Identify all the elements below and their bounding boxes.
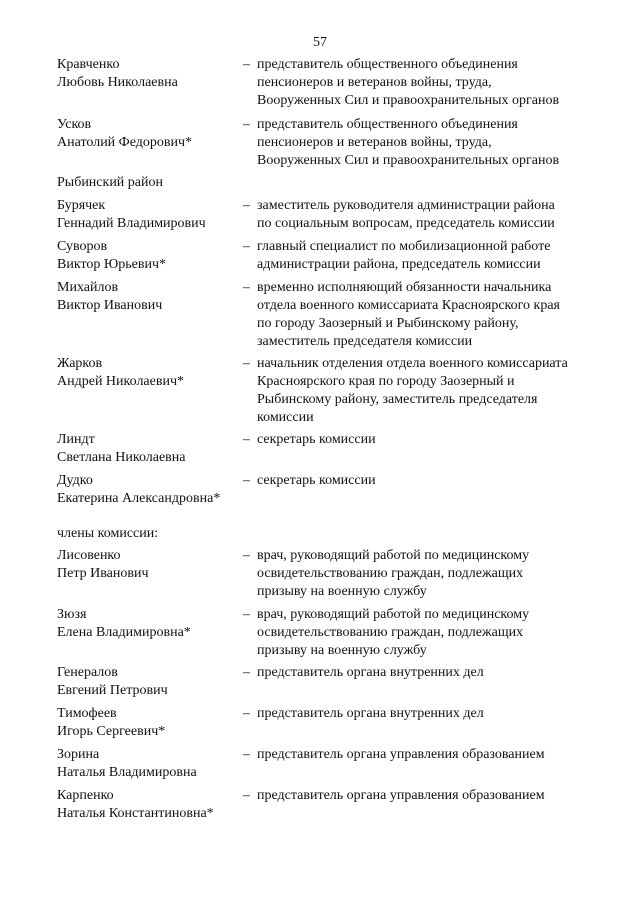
dash: – (243, 788, 250, 803)
role-line: секретарь комиссии (257, 432, 376, 447)
member-name (57, 56, 242, 92)
role-line: освидетельствованию граждан, подлежащих (257, 625, 524, 640)
member-role (257, 787, 637, 805)
surname: Тимофеев (57, 706, 117, 721)
surname: Жарков (57, 356, 103, 371)
given-names: Андрей Николаевич* (57, 374, 184, 389)
role-line: пенсионеров и ветеранов войны, труда, (257, 75, 492, 90)
member-name (57, 116, 242, 152)
member-role (257, 355, 637, 427)
dash: – (243, 548, 250, 563)
dash: – (243, 665, 250, 680)
role-line: Красноярского края по городу Заозерный и (257, 374, 515, 389)
role-line: врач, руководящий работой по медицинскому (257, 607, 530, 622)
member-role (257, 472, 637, 490)
dash: – (243, 117, 250, 132)
role-line: заместитель руководителя администрации района (257, 198, 555, 213)
given-names: Наталья Константиновна* (57, 806, 214, 821)
given-names: Светлана Николаевна (57, 450, 186, 465)
role-line: представитель общественного объединения (257, 117, 518, 132)
role-line: призыву на военную службу (257, 643, 427, 658)
surname: Зюзя (57, 607, 87, 622)
member-name (57, 197, 242, 233)
given-names: Любовь Николаевна (57, 75, 178, 90)
member-name (57, 238, 242, 274)
surname: Кравченко (57, 57, 120, 72)
member-role (257, 197, 637, 233)
dash: – (243, 239, 250, 254)
given-names: Елена Владимировна* (57, 625, 191, 640)
role-line: отдела военного комиссариата Красноярского края (257, 298, 560, 313)
surname: Карпенко (57, 788, 114, 803)
dash: – (243, 356, 250, 371)
member-name (57, 431, 242, 467)
dash: – (243, 280, 250, 295)
role-line: временно исполняющий обязанности начальника (257, 280, 552, 295)
role-line: врач, руководящий работой по медицинскому (257, 548, 530, 563)
given-names: Геннадий Владимирович (57, 216, 206, 231)
given-names: Петр Иванович (57, 566, 149, 581)
dash: – (243, 432, 250, 447)
member-name (57, 279, 242, 315)
role-line: Рыбинскому району, заместитель председателя (257, 392, 538, 407)
role-line: по городу Заозерный и Рыбинскому району, (257, 316, 519, 331)
role-line: представитель органа внутренних дел (257, 706, 484, 721)
member-name (57, 472, 242, 508)
section-heading: Рыбинский район (57, 175, 163, 190)
role-line: Вооруженных Сил и правоохранительных органов (257, 93, 560, 108)
page-number: 57 (313, 35, 327, 50)
role-line: представитель общественного объединения (257, 57, 518, 72)
dash: – (243, 473, 250, 488)
member-name (57, 787, 242, 823)
role-line: представитель органа внутренних дел (257, 665, 484, 680)
role-line: Вооруженных Сил и правоохранительных органов (257, 153, 560, 168)
given-names: Игорь Сергеевич* (57, 724, 166, 739)
member-role (257, 56, 637, 110)
role-line: секретарь комиссии (257, 473, 376, 488)
role-line: призыву на военную службу (257, 584, 427, 599)
member-role (257, 664, 637, 682)
member-name (57, 664, 242, 700)
surname: Суворов (57, 239, 108, 254)
member-role (257, 705, 637, 723)
given-names: Анатолий Федорович* (57, 135, 193, 150)
role-line: начальник отделения отдела военного комиссариата (257, 356, 568, 371)
surname: Генералов (57, 665, 118, 680)
role-line: администрации района, председатель комиссии (257, 257, 541, 272)
surname: Лисовенко (57, 548, 121, 563)
section-heading: члены комиссии: (57, 526, 159, 541)
role-line: освидетельствованию граждан, подлежащих (257, 566, 524, 581)
role-line: заместитель председателя комиссии (257, 334, 473, 349)
role-line: главный специалист по мобилизационной работе (257, 239, 551, 254)
surname: Бурячек (57, 198, 106, 213)
given-names: Наталья Владимировна (57, 765, 197, 780)
member-name (57, 547, 242, 583)
role-line: представитель органа управления образованием (257, 788, 545, 803)
dash: – (243, 607, 250, 622)
member-role (257, 238, 637, 274)
surname: Михайлов (57, 280, 119, 295)
role-line: представитель органа управления образованием (257, 747, 545, 762)
surname: Усков (57, 117, 92, 132)
given-names: Виктор Юрьевич* (57, 257, 167, 272)
surname: Линдт (57, 432, 95, 447)
member-role (257, 431, 637, 449)
member-role (257, 606, 637, 660)
role-line: комиссии (257, 410, 314, 425)
member-name (57, 746, 242, 782)
surname: Зорина (57, 747, 100, 762)
member-name (57, 355, 242, 391)
given-names: Евгений Петрович (57, 683, 168, 698)
member-role (257, 547, 637, 601)
dash: – (243, 198, 250, 213)
member-name (57, 705, 242, 741)
member-role (257, 279, 637, 351)
member-role (257, 746, 637, 764)
dash: – (243, 706, 250, 721)
given-names: Виктор Иванович (57, 298, 163, 313)
role-line: по социальным вопросам, председатель комиссии (257, 216, 555, 231)
member-name (57, 606, 242, 642)
role-line: пенсионеров и ветеранов войны, труда, (257, 135, 492, 150)
dash: – (243, 747, 250, 762)
given-names: Екатерина Александровна* (57, 491, 221, 506)
surname: Дудко (57, 473, 93, 488)
dash: – (243, 57, 250, 72)
member-role (257, 116, 637, 170)
